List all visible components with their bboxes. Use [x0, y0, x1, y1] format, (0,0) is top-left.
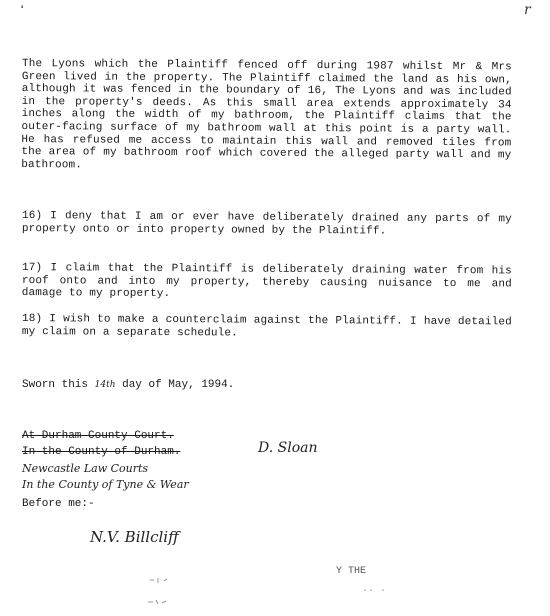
struck-court-line: At Durham County Court.	[22, 430, 174, 442]
handwritten-court: Newcastle Law Courts	[22, 462, 149, 475]
officer-signature: N.V. Billcliff	[90, 528, 179, 546]
stamp-text: Y THE	[336, 566, 367, 577]
deponent-signature: D. Sloan	[258, 440, 318, 456]
corner-mark-left: ʻ	[18, 4, 27, 20]
paragraph-continuation: The Lyons which the Plaintiff fenced off during 1987 whilst Mr & Mrs Green lived in the property. The Plaintiff claimed the land as his own, although it was fenced in the boundary of 16, The Lyons and was included in the property's deeds. As this small area extends approximately 34 inches along the width of my bathroom, the Plaintiff claims that the outer-facing surface of my bathroom wall at this point is a party wall. He has refused me access to maintain this wall and removed tiles from the area of my bathroom roof which covered the alleged party wall and my bathroom.	[21, 58, 512, 172]
before-me-label: Before me:-	[22, 498, 95, 510]
sworn-line	[22, 379, 234, 391]
page-number-mark: r	[524, 2, 531, 18]
sworn-day-handwritten: 14th	[94, 380, 116, 390]
faint-stamp-mark	[140, 572, 190, 612]
paragraph-16: 16) I deny that I am or ever have deliberately drained any parts of my property onto or into property owned by the Plaintiff.	[21, 210, 512, 238]
paragraph-18: 18) I wish to make a counterclaim against the Plaintiff. I have detailed my claim on a separate schedule.	[21, 313, 512, 340]
handwritten-county: In the County of Tyne & Wear	[22, 478, 189, 491]
stamp-dots: ·· ·	[362, 586, 387, 597]
paragraph-17: 17) I claim that the Plaintiff is deliberately draining water from his roof onto and into my property, thereby causing nuisance to me and damage to my property.	[21, 262, 512, 301]
struck-county-line: In the County of Durham.	[22, 446, 181, 458]
sworn-text-before: Sworn this	[22, 379, 95, 391]
sworn-text-after: day of May, 1994.	[115, 379, 235, 391]
